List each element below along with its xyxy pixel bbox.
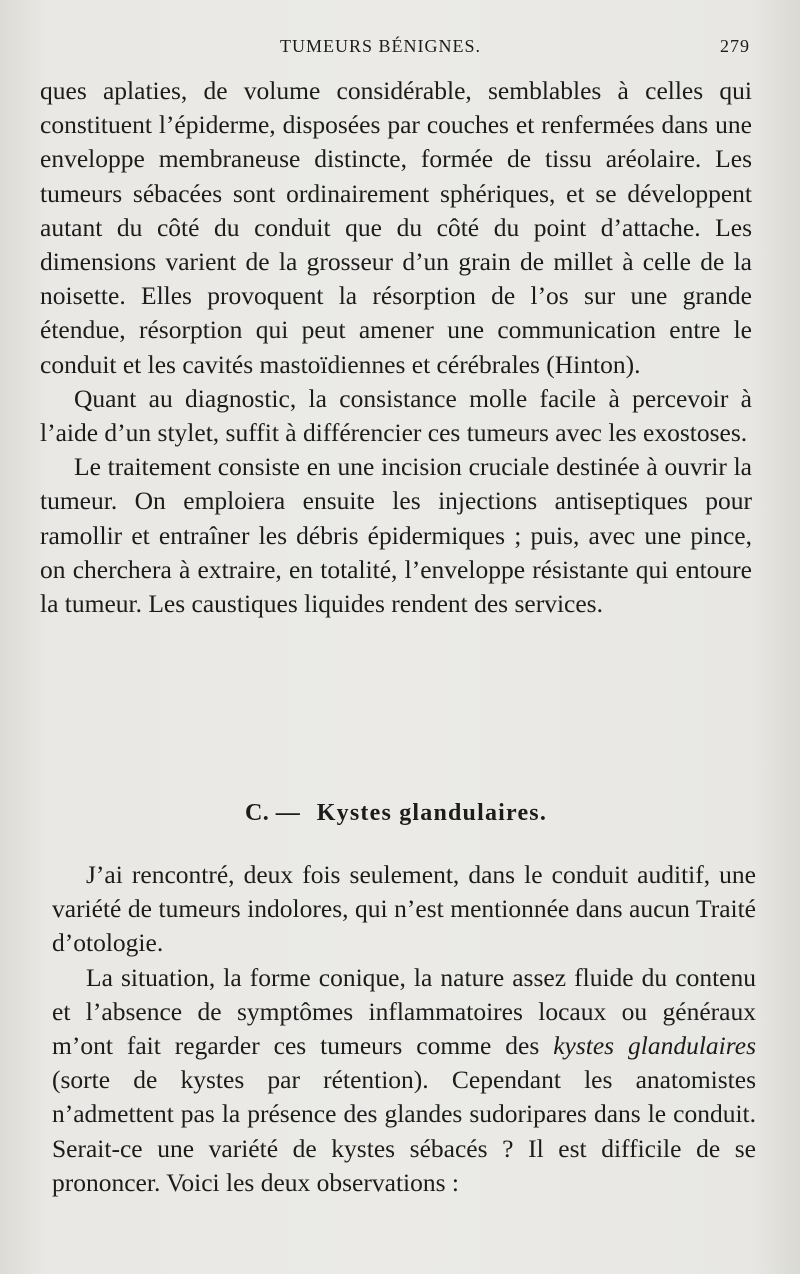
body-text-bottom bbox=[52, 858, 756, 1200]
paragraph: ques aplaties, de volume considérable, semblables à celles qui constituent l’épiderme, disposées par couches et renfermées dans une enveloppe membraneuse distincte, formée de tissu aréolaire. Les tumeurs sébacées sont ordinairement sphériques, et se développent autant du côté du conduit que du côté du point d’attache. Les dimensions varient de la grosseur d’un grain de millet à celle de la noisette. Elles provoquent la résorption de l’os sur une grande étendue, résorption qui peut amener une communication entre le conduit et les cavités mastoïdiennes et cérébrales (Hinton). bbox=[40, 76, 752, 379]
paragraph bbox=[52, 961, 756, 1200]
running-head bbox=[40, 36, 750, 58]
text-run: (sorte de kystes par rétention). Cependant les anatomistes n’admettent pas la présence des glandes sudoripares dans le conduit. Serait-ce une variété de kystes sébacés ? Il est difficile de se prononcer. Voici les deux observations : bbox=[52, 1065, 756, 1197]
section-title: Kystes glandulaires. bbox=[316, 800, 548, 826]
section-heading bbox=[40, 800, 752, 827]
italic-term: kystes glandulaires bbox=[553, 1031, 756, 1061]
body-text-top bbox=[40, 74, 752, 621]
paragraph: Quant au diagnostic, la consistance molle facile à percevoir à l’aide d’un stylet, suffit à différencier ces tumeurs avec les exostoses. bbox=[40, 383, 752, 448]
paragraph: Le traitement consiste en une incision cruciale destinée à ouvrir la tumeur. On emploiera ensuite les injections antiseptiques pour ramollir et entraîner les débris épidermiques ; puis, avec une pince, on cherchera à extraire, en totalité, l’enveloppe résistante qui entoure la tumeur. Les caustiques liquides rendent des services. bbox=[40, 452, 752, 619]
page-number: 279 bbox=[720, 36, 750, 56]
text-run: La situation, la forme conique, la nature assez fluide du contenu et l’absence de symptômes inflammatoires locaux ou généraux m’ont fait regarder ces tumeurs comme des bbox=[52, 962, 756, 1061]
paragraph: J’ai rencontré, deux fois seulement, dans le conduit auditif, une variété de tumeurs indolores, qui n’est mentionnée dans aucun Traité d’otologie. bbox=[52, 860, 756, 958]
section-letter: C. — bbox=[244, 800, 301, 826]
running-title: TUMEURS BÉNIGNES. bbox=[280, 36, 482, 56]
